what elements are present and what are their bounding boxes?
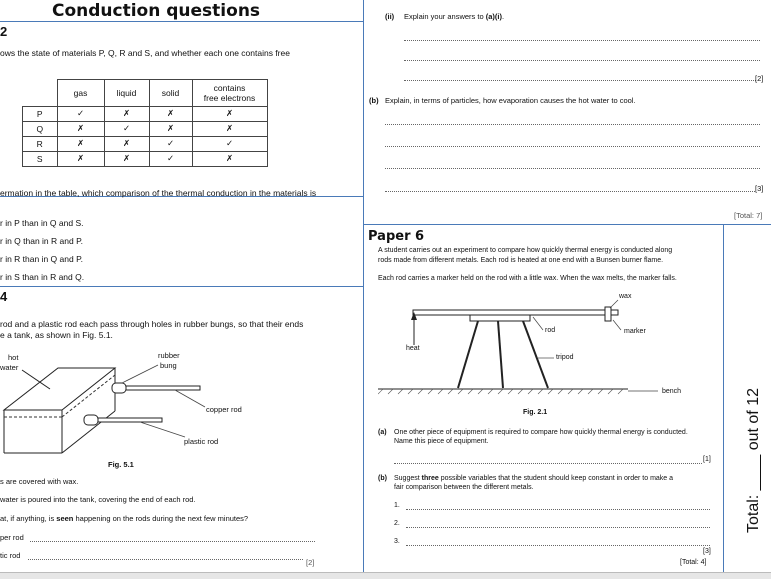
table-cell: ✗: [192, 106, 267, 121]
table-cell: ✗: [149, 121, 192, 136]
page-title: Conduction questions: [52, 1, 261, 21]
question-number: 2: [0, 24, 8, 39]
answer-line[interactable]: [406, 545, 710, 546]
subquestion-text: fair comparison between the different metals.: [394, 484, 534, 491]
subquestion-text: [394, 475, 673, 482]
row-label: Q: [23, 121, 58, 136]
table-header: solid: [149, 80, 192, 107]
emphasis-seen: seen: [56, 514, 74, 523]
total-label: [Total: 7]: [734, 211, 763, 220]
subquestion-number: (ii): [385, 12, 395, 21]
list-item-number: 2.: [394, 520, 400, 527]
subquestion-text-part: .: [501, 12, 505, 21]
answer-label-copper: per rod: [0, 533, 24, 542]
question-intro: e a tank, as shown in Fig. 5.1.: [0, 330, 113, 340]
question-intro: rod and a plastic rod each pass through holes in rubber bungs, so that their ends: [0, 319, 304, 329]
table-cell: ✓: [149, 151, 192, 166]
list-item-number: 1.: [394, 502, 400, 509]
table-cell: ✗: [57, 121, 104, 136]
section-title: Paper 6: [368, 229, 425, 244]
table-cell: ✗: [104, 151, 149, 166]
label-bench: bench: [662, 388, 682, 395]
answer-line[interactable]: [406, 527, 710, 528]
answer-line[interactable]: [394, 463, 702, 464]
question-text-part: at, if anything, is: [0, 514, 57, 523]
materials-table: [22, 79, 268, 167]
subquestion-number: (b): [378, 475, 387, 482]
table-cell: ✗: [192, 121, 267, 136]
label-rod: rod: [545, 327, 556, 334]
section-intro: rods made from different metals. Each rod is heated at one end with a Bunsen burner flame.: [378, 257, 664, 264]
emphasis-three: three: [421, 475, 439, 482]
answer-line[interactable]: [404, 40, 760, 41]
answer-line[interactable]: [404, 80, 756, 81]
label-marker: marker: [624, 328, 646, 335]
table-cell: ✗: [57, 151, 104, 166]
question-text-part: happening on the rods during the next few minutes?: [73, 514, 249, 523]
table-cell: ✓: [104, 121, 149, 136]
question-number: 4: [0, 289, 8, 304]
subquestion-text-part: possible variables that the student should keep constant in order to make a: [438, 475, 674, 482]
table-row: [23, 106, 268, 121]
label-rubber: rubber: [158, 351, 180, 360]
answer-option: r in S than in R and Q.: [0, 272, 85, 282]
subquestion-text: Explain, in terms of particles, how evaporation causes the hot water to cool.: [385, 96, 636, 105]
marks-label: [1]: [703, 456, 711, 463]
table-cell: ✗: [149, 106, 192, 121]
total-score: Total: ____ out of 12: [745, 388, 762, 533]
label-copper-rod: copper rod: [206, 405, 242, 414]
label-tripod: tripod: [556, 354, 574, 361]
answer-option: r in P than in Q and S.: [0, 218, 84, 228]
subquestion-number: (b): [369, 96, 379, 105]
total-label: [Total: 4]: [680, 559, 707, 566]
marks-label: [2]: [306, 558, 315, 567]
table-cell: ✗: [104, 106, 149, 121]
table-corner: [23, 80, 58, 107]
table-cell: ✗: [104, 136, 149, 151]
answer-label-plastic: tic rod: [0, 551, 21, 560]
table-cell: ✓: [57, 106, 104, 121]
label-hot: hot: [8, 353, 19, 362]
answer-option: r in Q than in R and P.: [0, 236, 84, 246]
answer-line[interactable]: [385, 168, 760, 169]
table-cell: ✗: [192, 151, 267, 166]
question-text: water is poured into the tank, covering the end of each rod.: [0, 495, 196, 504]
table-header-row: [23, 80, 268, 107]
marks-label: [3]: [703, 548, 711, 555]
subquestion-text: [404, 12, 504, 21]
label-bung: bung: [160, 361, 177, 370]
question-text: ermation in the table, which comparison of the thermal conduction in the materials is: [0, 188, 317, 198]
row-label: P: [23, 106, 58, 121]
answer-line[interactable]: [30, 541, 315, 542]
answer-line[interactable]: [385, 124, 760, 125]
label-heat: heat: [406, 345, 420, 352]
subquestion-text-part: Suggest: [394, 475, 422, 482]
question-text: [0, 514, 248, 523]
row-label: R: [23, 136, 58, 151]
figure-caption: Fig. 2.1: [523, 409, 548, 416]
subquestion-text: Name this piece of equipment.: [394, 438, 489, 445]
answer-line[interactable]: [385, 146, 760, 147]
section-intro: Each rod carries a marker held on the rod with a little wax. When the wax melts, the marker falls.: [378, 275, 677, 282]
figure-caption: Fig. 5.1: [108, 460, 134, 469]
subquestion-text: One other piece of equipment is required to compare how quickly thermal energy is conducted.: [394, 429, 688, 436]
table-header: contains free electrons: [192, 80, 267, 107]
subquestion-number: (a): [378, 429, 387, 436]
label-wax: wax: [619, 293, 632, 300]
question-text: s are covered with wax.: [0, 477, 79, 486]
label-plastic-rod: plastic rod: [184, 437, 219, 446]
table-cell: ✗: [57, 136, 104, 151]
row-label: S: [23, 151, 58, 166]
table-header: gas: [57, 80, 104, 107]
table-cell: ✓: [192, 136, 267, 151]
table-row: [23, 121, 268, 136]
subquestion-text-part: Explain your answers to: [404, 12, 486, 21]
answer-line[interactable]: [404, 60, 760, 61]
answer-line[interactable]: [28, 559, 303, 560]
question-intro: ows the state of materials P, Q, R and S, and whether each one contains free: [0, 48, 290, 58]
answer-line[interactable]: [406, 509, 710, 510]
label-water: water: [0, 363, 19, 372]
answer-option: r in R than in Q and P.: [0, 254, 84, 264]
table-header: liquid: [104, 80, 149, 107]
table-cell: ✓: [149, 136, 192, 151]
table-row: [23, 151, 268, 166]
table-row: [23, 136, 268, 151]
marks-label: [2]: [755, 74, 764, 83]
answer-line[interactable]: [385, 191, 755, 192]
subquestion-ref: (a)(i): [485, 12, 502, 21]
list-item-number: 3.: [394, 538, 400, 545]
marks-label: [3]: [755, 184, 764, 193]
section-intro: A student carries out an experiment to compare how quickly thermal energy is conducted along: [378, 247, 673, 254]
